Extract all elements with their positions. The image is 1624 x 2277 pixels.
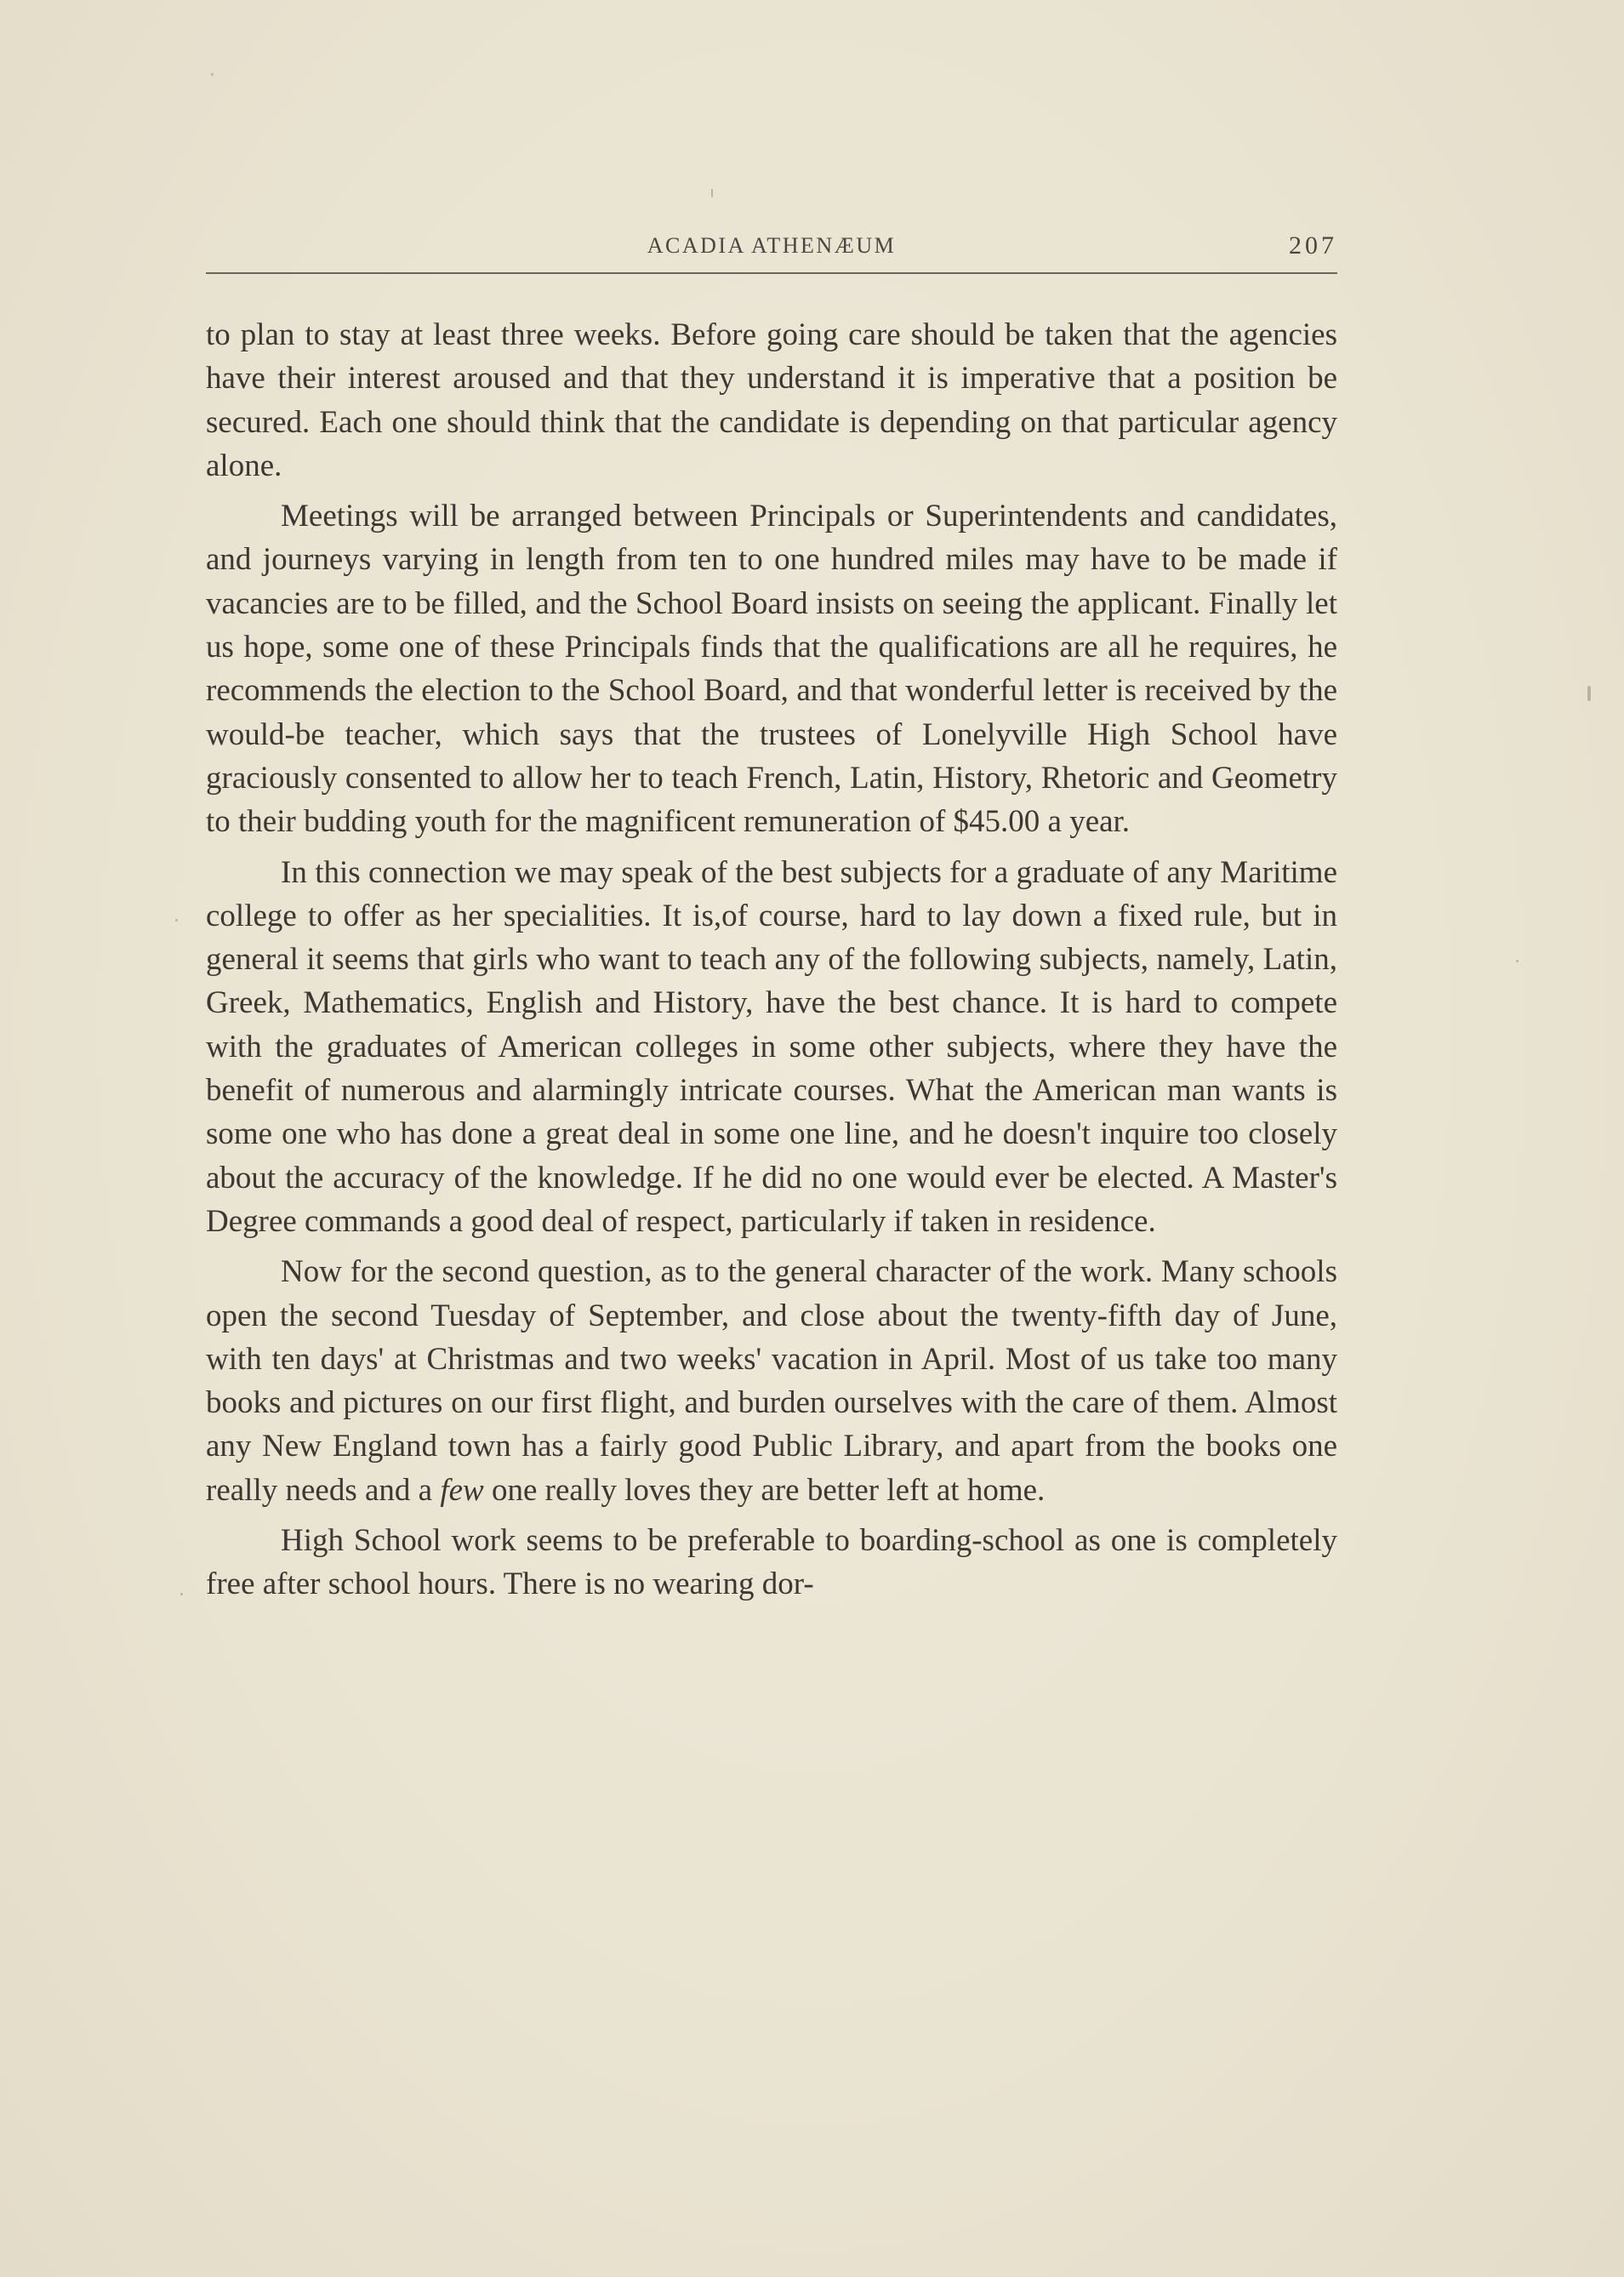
- paper-speck: [180, 1593, 183, 1595]
- paragraph-4: [206, 1250, 1337, 1512]
- paper-speck: [1516, 960, 1519, 962]
- paragraph-5: High School work seems to be preferable to boarding-school as one is completely free after school hours. There is no wearing dor-: [206, 1523, 1337, 1602]
- paper-speck: [711, 189, 713, 197]
- running-title: ACADIA ATHENÆUM: [647, 233, 897, 258]
- paragraph-2: Meetings will be arranged between Principals or Superintendents and candidates, and journeys varying in length from ten to one hundred miles may have to be made if vacancies are to be filled, and the School Board insists on seeing the applicant. Finally let us hope, some one of these Principals finds that the qualifications are all he requires, he recommends the election to the School Board, and that wonderful letter is received by the would-be teacher, which says that the trustees of Lonelyville High School have graciously consented to allow her to teach French, Latin, History, Rhetoric and Geometry to their budding youth for the magnificent remuneration of $45.00 a year.: [206, 499, 1337, 840]
- paper-speck: [175, 919, 178, 922]
- paper-speck: [1587, 686, 1591, 701]
- header-rule: [206, 272, 1337, 274]
- paragraph-4-text-b: one really loves they are better left at home.: [483, 1472, 1046, 1508]
- paragraph-4-text-a: Now for the second question, as to the general character of the work. Many schools open the second Tuesday of September, and close about the twenty-fifth day of June, with ten days' at Christmas and two weeks' vacation in April. Most of us take too many books and pictures on our first flight, and burden ourselves with the care of them. Almost any New England town has a fairly good Public Library, and apart from the books one really needs and a: [206, 1254, 1337, 1508]
- body-text: [206, 313, 1337, 1613]
- paragraph-3: In this connection we may speak of the best subjects for a graduate of any Maritime college to offer as her specialities. It is,of course, hard to lay down a fixed rule, but in general it seems that girls who want to teach any of the following subjects, namely, Latin, Greek, Mathematics, English and History, have the best chance. It is hard to compete with the graduates of American colleges in some other subjects, where they have the benefit of numerous and alarmingly intricate courses. What the American man wants is some one who has done a great deal in some one line, and he doesn't inquire too closely about the accuracy of the knowledge. If he did no one would ever be elected. A Master's Degree commands a good deal of respect, particularly if taken in residence.: [206, 854, 1337, 1239]
- paragraph-1: to plan to stay at least three weeks. Before going care should be taken that the agencies have their interest aroused and that they understand it is imperative that a position be secured. Each one should think that the candidate is depending on that particular agency alone.: [206, 317, 1337, 483]
- running-header: [206, 231, 1337, 269]
- page-number: 207: [1289, 231, 1337, 260]
- paragraph-4-italic-word: few: [440, 1472, 484, 1508]
- paper-speck: [211, 73, 214, 76]
